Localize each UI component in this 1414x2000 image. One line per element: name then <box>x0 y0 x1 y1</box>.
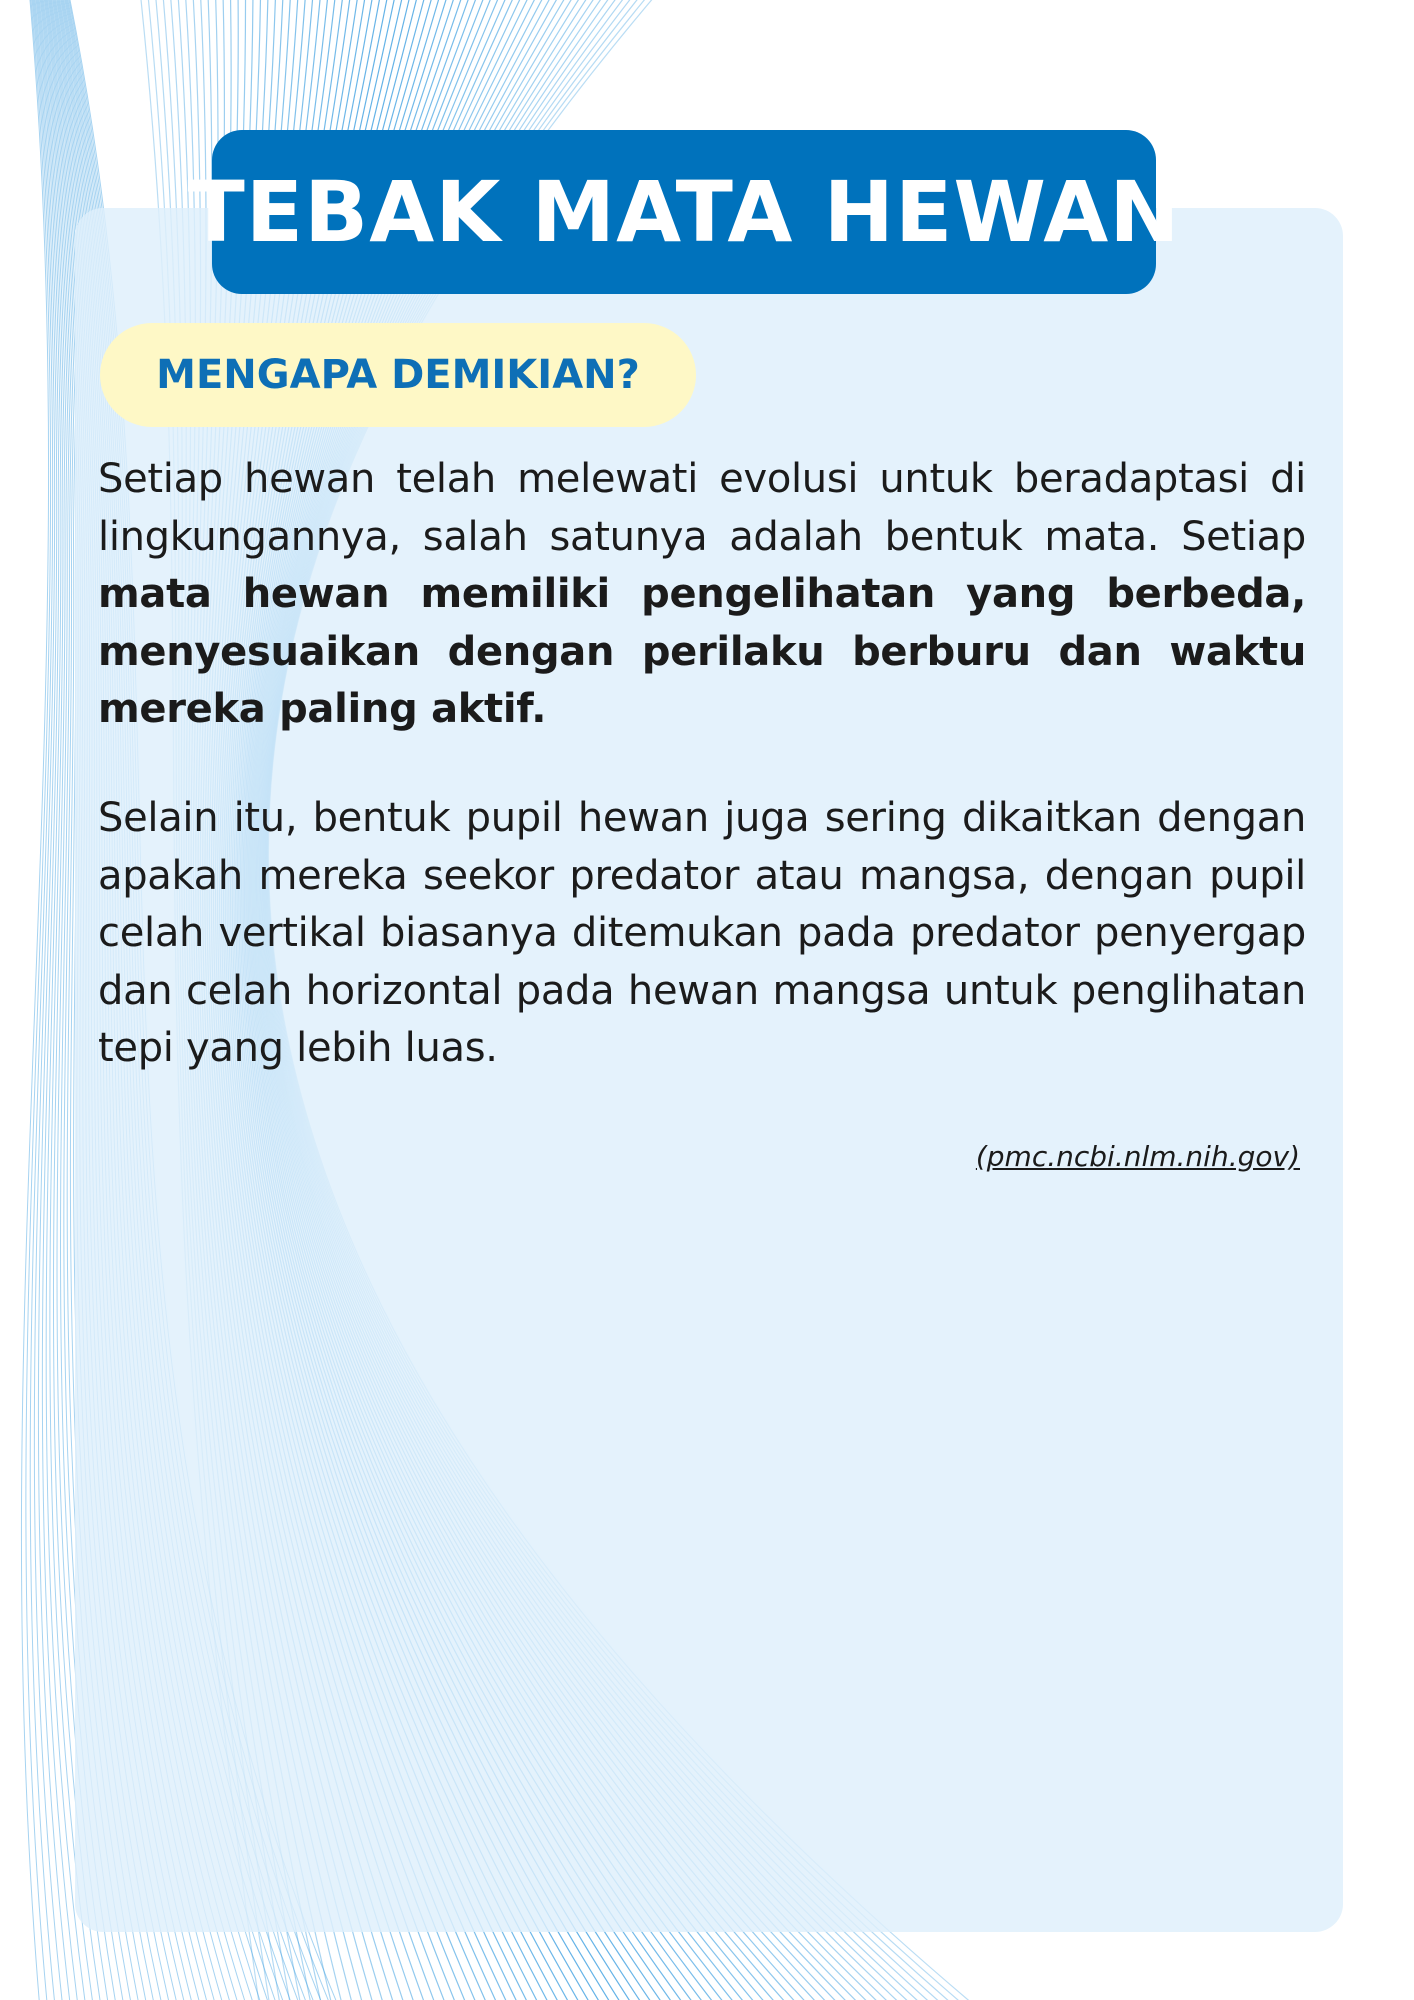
wave-line <box>26 0 51 2000</box>
paragraph-1 <box>98 451 1306 739</box>
paragraph-1-bold: mata hewan memiliki pengelihatan yang berbeda, menyesuaikan dengan perilaku berburu dan waktu mereka paling aktif. <box>98 571 1306 732</box>
page-title: TEBAK MATA HEWAN <box>187 163 1181 261</box>
title-banner <box>187 130 1181 294</box>
source-citation: (pmc.ncbi.nlm.nih.gov) <box>975 1140 1300 1173</box>
subtitle-text: MENGAPA DEMIKIAN? <box>156 352 640 398</box>
paragraph-1-intro: Setiap hewan telah melewati evolusi untuk beradaptasi di lingkungannya, salah satunya adalah bentuk mata. Setiap <box>98 456 1306 560</box>
paragraph-2-text: Selain itu, bentuk pupil hewan juga sering dikaitkan dengan apakah mereka seekor predator atau mangsa, dengan pupil celah vertikal biasanya ditemukan pada predator penyergap dan celah horizontal pada hewan mangsa untuk penglihatan tepi yang lebih luas. <box>98 795 1306 1071</box>
paragraph-2 <box>98 790 1306 1078</box>
subtitle-badge <box>100 323 696 427</box>
wave-line <box>21 0 48 2000</box>
